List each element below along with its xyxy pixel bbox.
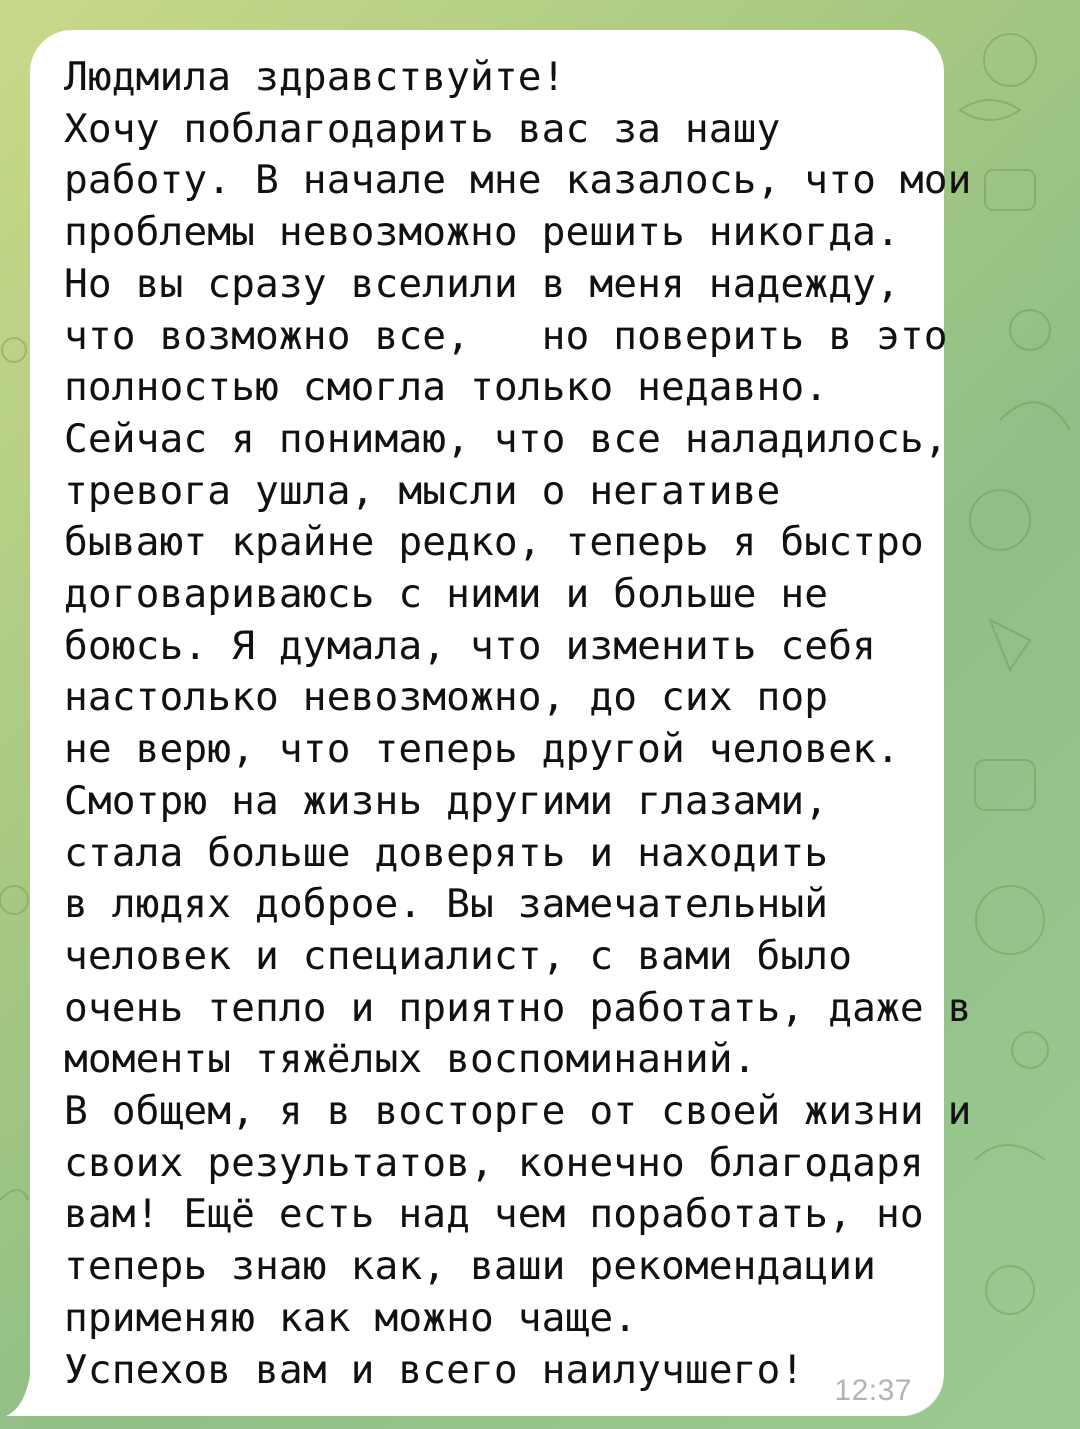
message-line: моменты тяжёлых воспоминаний. — [64, 1036, 757, 1083]
message-line: проблемы невозможно решить никогда. — [64, 209, 900, 256]
message-line: боюсь. Я думала, что изменить себя — [64, 622, 876, 669]
message-timestamp: 12:37 — [834, 1374, 912, 1407]
message-line: настолько невозможно, до сих пор — [64, 674, 829, 721]
message-line: Хочу поблагодарить вас за нашу — [64, 105, 781, 152]
message-text — [64, 52, 972, 1396]
message-line: что возможно все, но поверить в это — [64, 312, 948, 359]
message-line: применяю как можно чаще. — [64, 1294, 638, 1341]
message-line: теперь знаю как, ваши рекомендации — [64, 1243, 876, 1290]
message-line: Успехов вам и всего наилучшего! — [64, 1346, 805, 1393]
message-line: вам! Ещё есть над чем поработать, но — [64, 1191, 924, 1238]
message-line: Но вы сразу вселили в меня надежду, — [64, 260, 900, 307]
message-line: работу. В начале мне казалось, что мои — [64, 157, 972, 204]
message-line: тревога ушла, мысли о негативе — [64, 467, 781, 514]
message-line: В общем, я в восторге от своей жизни и — [64, 1088, 972, 1135]
message-line: Людмила здравствуйте! — [64, 54, 566, 100]
message-bubble[interactable] — [30, 30, 972, 1416]
message-line: договариваюсь с ними и больше не — [64, 571, 829, 618]
message-line: Смотрю на жизнь другими глазами, — [64, 777, 829, 824]
message-line: Сейчас я понимаю, что все наладилось, — [64, 415, 948, 462]
message-line: бывают крайне редко, теперь я быстро — [64, 519, 924, 566]
message-line: стала больше доверять и находить — [64, 829, 829, 876]
message-line: своих результатов, конечно благодаря — [64, 1139, 924, 1186]
message-line: в людях доброе. Вы замечательный — [64, 881, 829, 928]
message-line: полностью смогла только недавно. — [64, 364, 829, 411]
message-line: человек и специалист, с вами было — [64, 932, 853, 979]
bubble-tail — [6, 1376, 46, 1416]
message-line: не верю, что теперь другой человек. — [64, 726, 900, 773]
message-line: очень тепло и приятно работать, даже в — [64, 984, 972, 1031]
